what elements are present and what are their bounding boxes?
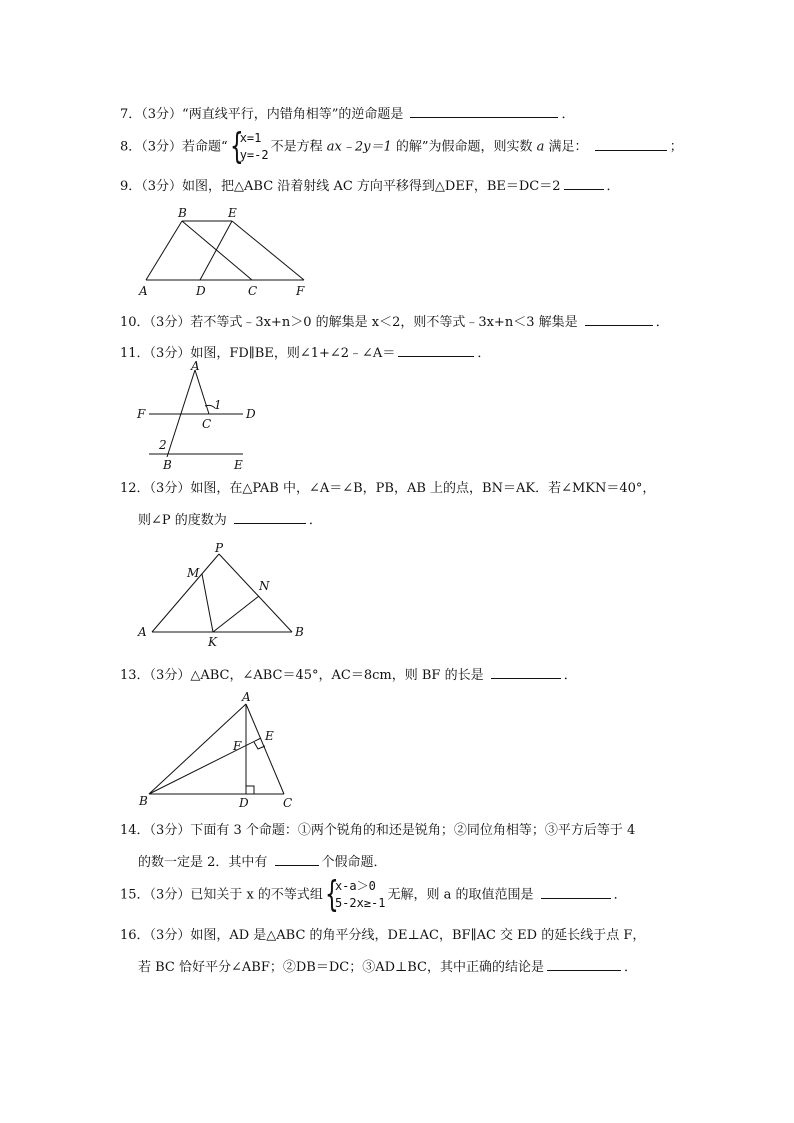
figure-9-translation — [130, 200, 330, 300]
question-number: 7．（3分） — [120, 107, 183, 122]
point-label-b: B — [139, 794, 148, 808]
angle-label-1: 1 — [214, 398, 222, 412]
question-number: 12．（3分） — [120, 481, 191, 496]
segment-pb — [219, 554, 292, 632]
right-angle-d-icon — [246, 786, 254, 794]
point-label-a: A — [242, 690, 251, 704]
question-10: 10．（3分）若不等式﹣3x+n＞0 的解集是 x＜2，则不等式﹣3x+n＜3 解集是 ． — [120, 312, 669, 332]
question-11: 11．（3分）如图，FD∥BE，则∠1+∠2﹣∠A＝ ． — [120, 343, 490, 363]
brace-icon: { — [229, 126, 244, 167]
point-label-d: D — [196, 284, 206, 298]
point-label-e: E — [228, 206, 237, 220]
point-label-n: N — [259, 579, 270, 593]
segment-ef — [232, 221, 304, 280]
question-number: 9．（3分） — [120, 179, 183, 194]
point-label-d: D — [239, 796, 249, 810]
point-label-a: A — [191, 359, 200, 373]
point-label-f: F — [233, 739, 242, 753]
segment-mk — [202, 574, 213, 632]
segment-ac — [195, 370, 209, 414]
answer-blank[interactable] — [585, 312, 653, 326]
question-14-line-2: 的数一定是 2．其中有 个假命题． — [138, 852, 387, 872]
answer-blank[interactable] — [541, 885, 611, 899]
point-label-c: C — [283, 796, 293, 810]
altitude-be — [149, 738, 261, 794]
point-label-p: P — [215, 541, 224, 555]
segment-ac — [246, 704, 284, 794]
question-12 — [120, 480, 655, 498]
answer-blank[interactable] — [410, 104, 558, 118]
segment-nk — [213, 596, 259, 632]
question-8: 8．（3分）若命题“ { x=1 y=-2 不是方程 ax﹣2y＝1 的解”为假命题，则实数 a 满足： ； — [120, 126, 683, 167]
question-text: “两直线平行，内错角相等”的逆命题是 — [182, 107, 404, 122]
segment-pa — [152, 554, 219, 632]
point-label-b: B — [178, 206, 187, 220]
question-number: 15．（3分） — [120, 887, 191, 903]
figure-12-triangle-pab — [135, 540, 315, 650]
point-label-m: M — [187, 566, 200, 580]
question-number: 16．（3分） — [120, 928, 191, 943]
question-text: 下面有 3 个命题：①两个锐角的和还是锐角；②同位角相等；③平方后等于 4 — [190, 823, 636, 838]
answer-blank[interactable] — [275, 852, 319, 866]
question-15: 15．（3分）已知关于 x 的不等式组 { x-a＞0 5-2x≥-1 无解，则 a 的取值范围是 ． — [120, 874, 627, 915]
question-text: 如图，FD∥BE，则∠1+∠2﹣∠A＝ — [190, 346, 396, 361]
answer-blank[interactable] — [595, 137, 667, 151]
answer-blank[interactable] — [398, 343, 474, 357]
question-text: △ABC，∠ABC＝45°，AC＝8cm，则 BF 的长是 — [190, 668, 484, 683]
point-label-b: B — [163, 458, 172, 472]
question-number: 14．（3分） — [120, 823, 191, 838]
answer-blank[interactable] — [234, 510, 306, 524]
question-16 — [120, 927, 645, 945]
point-label-c: C — [202, 417, 212, 431]
question-14 — [120, 822, 635, 840]
point-label-c: C — [248, 284, 258, 298]
point-label-f: F — [137, 407, 146, 421]
point-label-d: D — [246, 407, 256, 421]
answer-blank[interactable] — [491, 665, 561, 679]
answer-blank[interactable] — [564, 176, 604, 190]
question-number: 8．（3分） — [120, 139, 183, 155]
brace-icon: { — [324, 874, 339, 915]
point-label-k: K — [208, 635, 217, 649]
answer-blank[interactable] — [547, 957, 621, 971]
question-9: 9．（3分）如图，把△ABC 沿着射线 AC 方向平移得到△DEF，BE＝DC＝2 ． — [120, 176, 620, 196]
question-text: 若不等式﹣3x+n＞0 的解集是 x＜2，则不等式﹣3x+n＜3 解集是 — [190, 315, 578, 330]
question-number: 13．（3分） — [120, 668, 191, 683]
question-text: 如图，在△PAB 中，∠A＝∠B，PB，AB 上的点，BN＝AK．若∠MKN＝40°， — [190, 481, 656, 496]
question-text: 如图，AD 是△ABC 的角平分线，DE⊥AC，BF∥AC 交 ED 的延长线于点 F， — [190, 928, 646, 943]
figure-13-triangle-abc — [135, 688, 305, 813]
question-7: 7．（3分）“两直线平行，内错角相等”的逆命题是 ． — [120, 104, 575, 124]
point-label-e: E — [234, 458, 243, 472]
point-label-f: F — [296, 284, 305, 298]
point-label-a: A — [139, 284, 148, 298]
segment-ba — [146, 221, 182, 280]
angle-label-2: 2 — [159, 438, 167, 452]
inequality-system: { x-a＞0 5-2x≥-1 — [324, 874, 386, 915]
question-16-line-2: 若 BC 恰好平分∠ABF；②DB＝DC；③AD⊥BC，其中正确的结论是 ． — [138, 957, 637, 977]
segment-ed — [200, 221, 232, 280]
question-13: 13．（3分）△ABC，∠ABC＝45°，AC＝8cm，则 BF 的长是 ． — [120, 665, 577, 685]
question-number: 11．（3分） — [120, 346, 191, 361]
segment-bc — [182, 221, 252, 280]
point-label-a: A — [138, 625, 147, 639]
point-label-e: E — [265, 729, 274, 743]
figure-11-parallel-lines — [135, 359, 265, 472]
equation-system: { x=1 y=-2 — [229, 126, 269, 167]
question-number: 10．（3分） — [120, 315, 191, 330]
segment-ab — [149, 704, 246, 794]
question-12-line-2: 则∠P 的度数为 ． — [138, 510, 322, 530]
question-text: 如图，把△ABC 沿着射线 AC 方向平移得到△DEF，BE＝DC＝2 — [182, 179, 561, 194]
point-label-b: B — [295, 625, 304, 639]
